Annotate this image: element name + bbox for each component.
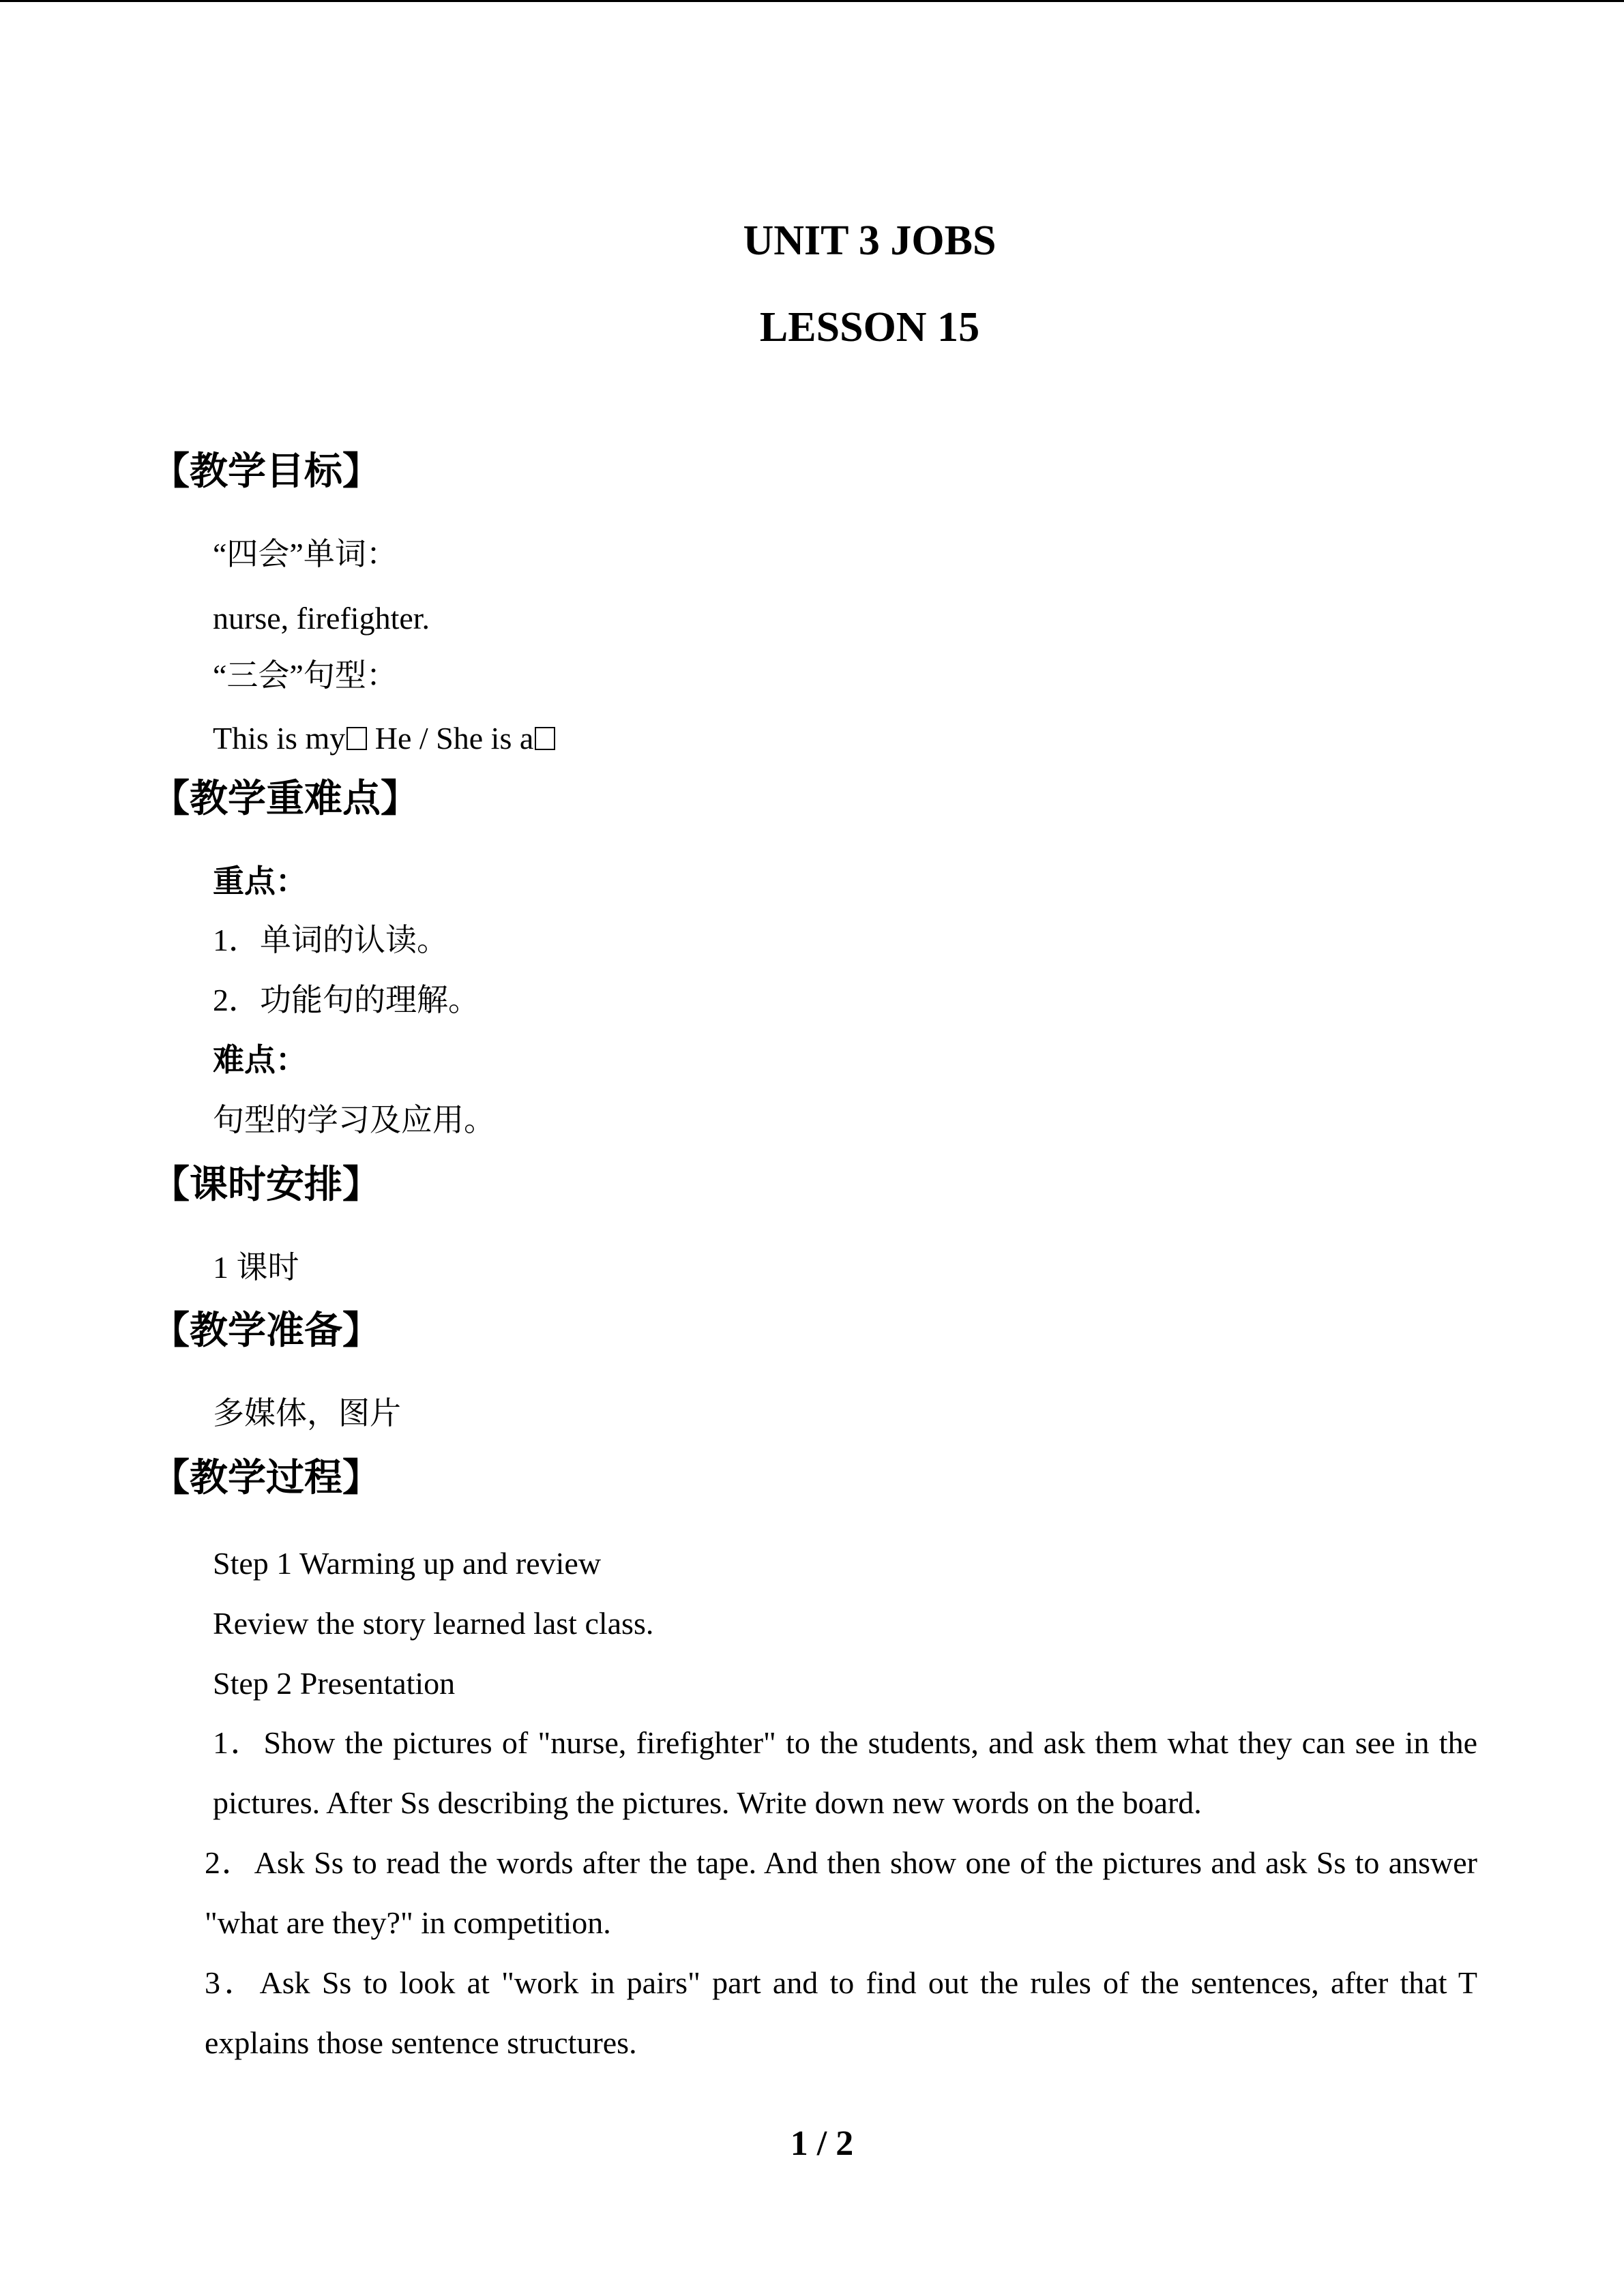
top-border-line — [0, 0, 1624, 2]
difficulty-text: 句型的学习及应用。 — [213, 1103, 495, 1137]
vocabulary-words: nurse, firefighter. — [213, 601, 430, 636]
step1-title: Step 1 Warming up and review — [213, 1546, 602, 1581]
key-points-label: 重点： — [213, 864, 307, 899]
blank-box-icon — [346, 727, 367, 750]
key-point-item-2: 2．功能句的理解。 — [213, 983, 479, 1017]
key-point-item-1: 1．单词的认读。 — [213, 923, 448, 957]
step2-title: Step 2 Presentation — [213, 1666, 456, 1701]
heading-process: 【教学过程】 — [151, 1457, 381, 1500]
blank-box-icon — [535, 727, 555, 750]
preparation-text: 多媒体，图片 — [213, 1396, 401, 1431]
step1-text: Review the story learned last class. — [213, 1606, 654, 1641]
page-number: 1 / 2 — [790, 2124, 854, 2163]
process-item-1: 1．Show the pictures of "nurse, firefighter" to the students, and ask them what they can see in the pictures. After Ss describing the pictures. Write down new words on the board. — [213, 1725, 1477, 1820]
document-title: UNIT 3 JOBS — [743, 218, 996, 264]
difficulty-label: 难点： — [213, 1043, 307, 1077]
process-item-3: 3．Ask Ss to look at "work in pairs" part and to find out the rules of the sentences, after that T explains those sentence structures. — [205, 1965, 1477, 2060]
pattern-part-2: He / She is a — [367, 721, 534, 756]
four-skills-label: “四会”单词： — [213, 537, 398, 571]
heading-preparation: 【教学准备】 — [151, 1310, 381, 1352]
heading-schedule: 【课时安排】 — [151, 1164, 381, 1206]
three-skills-label: “三会”句型： — [213, 658, 398, 693]
heading-key-points: 【教学重难点】 — [151, 778, 419, 820]
pattern-part-1: This is my — [213, 721, 346, 756]
lesson-title: LESSON 15 — [759, 304, 980, 351]
process-item-2: 2．Ask Ss to read the words after the tape. And then show one of the pictures and ask Ss to answer "what are they?" in competition. — [205, 1845, 1477, 1940]
sentence-pattern — [213, 723, 555, 754]
schedule-text: 1 课时 — [213, 1250, 299, 1285]
heading-objectives: 【教学目标】 — [151, 451, 381, 493]
